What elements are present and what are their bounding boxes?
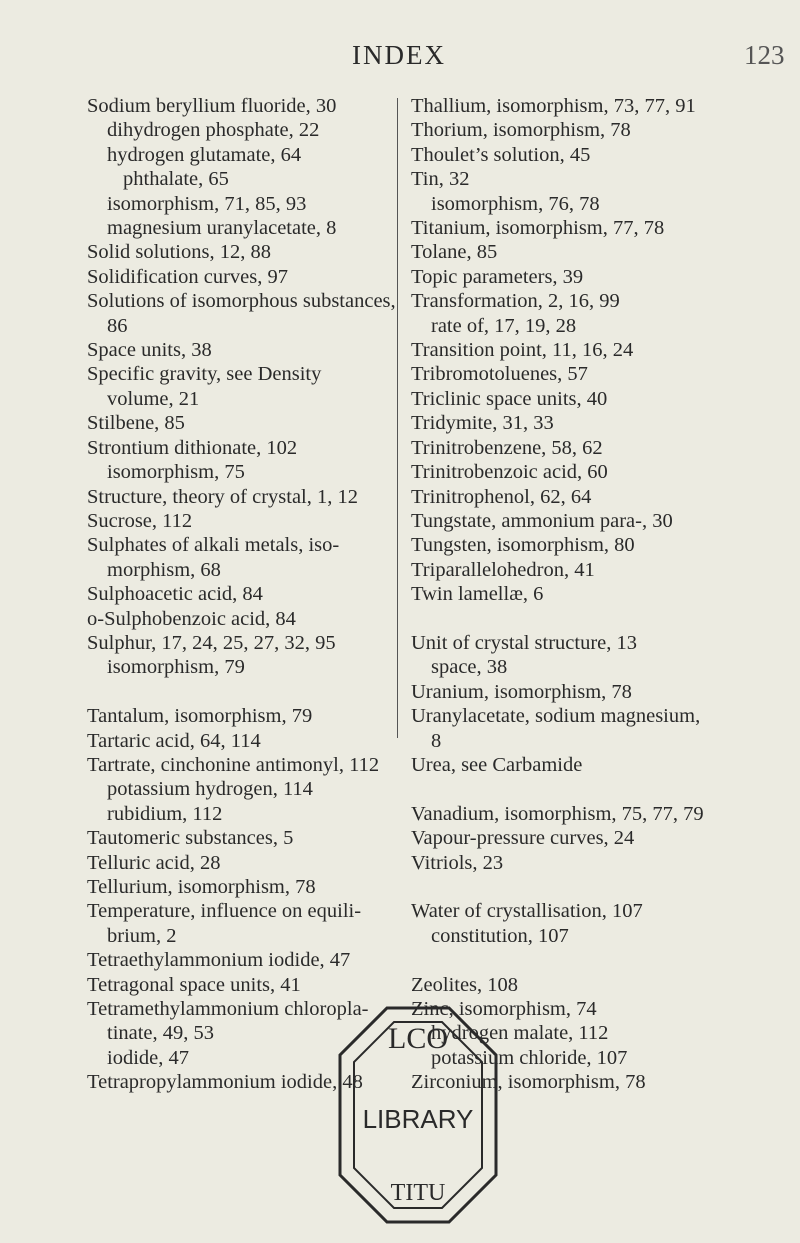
- index-entry: Titanium, isomorphism, 77, 78: [411, 217, 665, 240]
- index-entry: Twin lamellæ, 6: [411, 583, 544, 606]
- index-entry: rubidium, 112: [107, 802, 223, 825]
- page-header: [0, 34, 800, 74]
- index-entry: Triclinic space units, 40: [411, 387, 608, 410]
- index-entry: Uranium, isomorphism, 78: [411, 680, 632, 703]
- index-entry: iodide, 47: [107, 1046, 189, 1069]
- column-divider: [397, 98, 398, 738]
- index-entry: rate of, 17, 19, 28: [431, 314, 577, 337]
- index-entry: Zirconium, isomorphism, 78: [411, 1071, 646, 1094]
- index-entry: Tartaric acid, 64, 114: [87, 729, 261, 752]
- page-number: 123: [744, 40, 785, 70]
- index-entry: Vanadium, isomorphism, 75, 77, 79: [411, 802, 704, 825]
- index-entry: Tungstate, ammonium para-, 30: [411, 509, 673, 532]
- index-entry: Trinitrobenzene, 58, 62: [411, 436, 603, 459]
- index-entry: Tetraethylammonium iodide, 47: [87, 949, 351, 972]
- library-stamp: [332, 1000, 504, 1230]
- index-entry: Thorium, isomorphism, 78: [411, 119, 631, 142]
- index-entry: Sulphates of alkali metals, iso-: [87, 534, 340, 557]
- index-entry: potassium chloride, 107: [431, 1046, 628, 1069]
- index-entry: tinate, 49, 53: [107, 1022, 215, 1045]
- svg-text:LCO: LCO: [388, 1022, 448, 1055]
- index-entry: Tungsten, isomorphism, 80: [411, 534, 635, 557]
- index-entry: constitution, 107: [431, 924, 569, 947]
- index-entry: Temperature, influence on equili-: [87, 900, 362, 923]
- index-column-right: [411, 94, 763, 1095]
- index-entry: Triparallelohedron, 41: [411, 558, 595, 581]
- index-entry: Tellurium, isomorphism, 78: [87, 875, 316, 898]
- index-entry: volume, 21: [107, 387, 200, 410]
- index-entry: space, 38: [431, 656, 508, 679]
- index-entry: Tetrapropylammonium iodide, 48: [87, 1071, 363, 1094]
- index-entry: Tribromotoluenes, 57: [411, 363, 588, 386]
- library-stamp-seal: [332, 1000, 504, 1230]
- index-entry: Sulphur, 17, 24, 25, 27, 32, 95: [87, 631, 336, 654]
- index-entry: Thoulet’s solution, 45: [411, 143, 591, 166]
- index-entry: Vapour-pressure curves, 24: [411, 827, 635, 850]
- index-entry: Tridymite, 31, 33: [411, 412, 554, 435]
- index-entry: Tantalum, isomorphism, 79: [87, 705, 313, 728]
- index-entry: Zinc, isomorphism, 74: [411, 997, 597, 1020]
- index-entry: Stilbene, 85: [87, 412, 185, 435]
- index-entry: Tartrate, cinchonine antimonyl, 112: [87, 753, 380, 776]
- index-entry: morphism, 68: [107, 558, 221, 581]
- index-entry: brium, 2: [107, 924, 177, 947]
- index-entry: Zeolites, 108: [411, 973, 519, 996]
- index-entry: Solutions of isomorphous substances,: [87, 290, 396, 313]
- index-entry: Specific gravity, see Density: [87, 363, 322, 386]
- index-entry: Transformation, 2, 16, 99: [411, 290, 620, 313]
- index-entry: Thallium, isomorphism, 73, 77, 91: [411, 95, 696, 117]
- index-entry: Strontium dithionate, 102: [87, 436, 298, 459]
- index-entry: isomorphism, 79: [107, 656, 245, 679]
- index-entry: Telluric acid, 28: [87, 851, 221, 874]
- index-entry: o-Sulphobenzoic acid, 84: [87, 607, 296, 630]
- index-entry: isomorphism, 75: [107, 461, 245, 484]
- svg-text:LIBRARY: LIBRARY: [362, 1104, 474, 1134]
- index-entry: isomorphism, 71, 85, 93: [107, 192, 307, 215]
- page-title: INDEX: [352, 40, 446, 70]
- index-entry: hydrogen malate, 112: [431, 1022, 609, 1045]
- index-entry: potassium hydrogen, 114: [107, 778, 313, 801]
- index-entry: Sucrose, 112: [87, 509, 193, 532]
- index-entry: Sulphoacetic acid, 84: [87, 583, 263, 606]
- index-entry: Tetramethylammonium chloropla-: [87, 998, 369, 1021]
- index-entry: Unit of crystal structure, 13: [411, 631, 638, 654]
- svg-text:TITU: TITU: [390, 1180, 446, 1206]
- index-entry: Tin, 32: [411, 168, 470, 191]
- index-column-left: [87, 94, 396, 1095]
- index-entry: Trinitrobenzoic acid, 60: [411, 461, 608, 484]
- index-entry: phthalate, 65: [123, 168, 229, 191]
- index-entry: 86: [107, 314, 128, 337]
- index-entry: Space units, 38: [87, 339, 212, 362]
- index-entry: Vitriols, 23: [411, 851, 504, 874]
- index-entry: Solid solutions, 12, 88: [87, 241, 271, 264]
- index-entry: Trinitrophenol, 62, 64: [411, 485, 592, 508]
- index-entry: Topic parameters, 39: [411, 265, 584, 288]
- index-entry: Solidification curves, 97: [87, 265, 288, 288]
- index-entry: Structure, theory of crystal, 1, 12: [87, 485, 358, 508]
- index-entry: Tolane, 85: [411, 241, 498, 264]
- index-entry: Uranylacetate, sodium magnesium,: [411, 705, 701, 728]
- index-entry: Tetragonal space units, 41: [87, 973, 301, 996]
- index-entry: Tautomeric substances, 5: [87, 827, 294, 850]
- index-entry: Transition point, 11, 16, 24: [411, 339, 634, 362]
- index-entry: Urea, see Carbamide: [411, 753, 583, 776]
- index-entry: hydrogen glutamate, 64: [107, 143, 302, 166]
- index-entry: 8: [431, 729, 442, 752]
- index-entry: Sodium beryllium fluoride, 30: [87, 95, 337, 117]
- index-entry: isomorphism, 76, 78: [431, 192, 600, 215]
- index-entry: Water of crystallisation, 107: [411, 900, 643, 923]
- index-entry: dihydrogen phosphate, 22: [107, 119, 320, 142]
- index-entry: magnesium uranylacetate, 8: [107, 217, 337, 240]
